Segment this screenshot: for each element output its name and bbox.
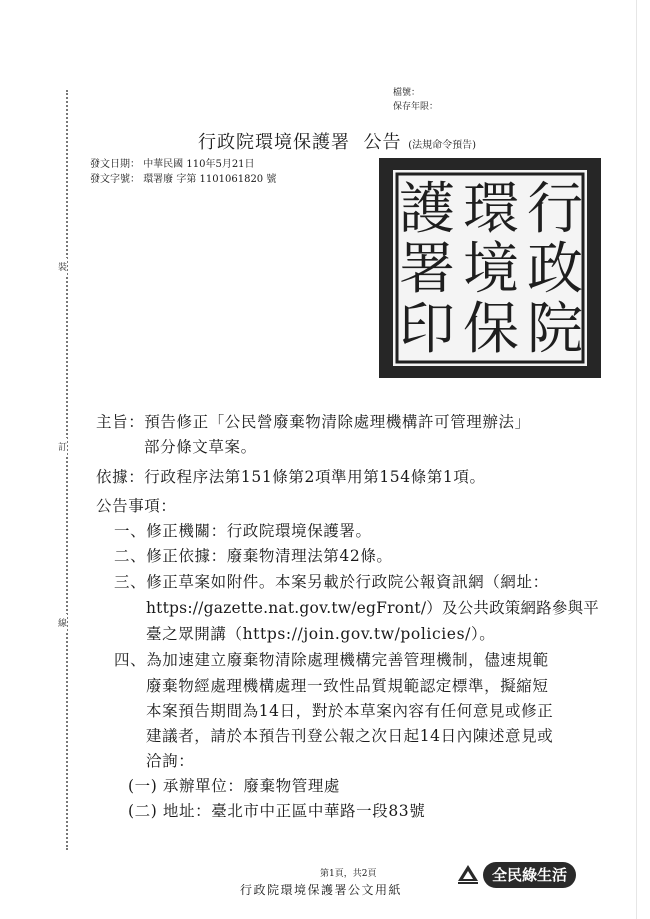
notice-item-4-line-5: 洽詢： [146,752,195,770]
notice-heading: 公告事項： [96,497,177,515]
page-edge-divider [636,0,637,919]
notice-item-4-line-4: 建議者，請於本預告刊登公報之次日起14日內陳述意見或 [146,727,554,745]
svg-text:行: 行 [527,177,583,242]
contact-unit: (一) 承辦單位：廢棄物管理處 [128,777,341,795]
svg-text:環: 環 [463,177,519,242]
basis-line: 依據：行政程序法第151條第2項準用第154條第1項。 [96,468,486,486]
notice-item-4-line-2: 廢棄物經處理機構處理一致性品質規範認定標準，擬縮短 [146,677,549,695]
notice-item-4-line-1: 四、為加速建立廢棄物清除處理機構完善管理機制，儘速規範 [114,651,549,669]
binding-mark-xian: 線 [58,614,67,631]
file-number-label: 檔號： [393,88,421,98]
svg-text:護: 護 [399,177,455,242]
notice-item-3-line-1: 三、修正草案如附件。本案另載於行政院公報資訊網（網址： [114,573,549,591]
svg-text:境: 境 [463,237,519,302]
contact-address: (二) 地址：臺北市中正區中華路一段83號 [128,802,426,820]
notice-item-3-line-2: https://gazette.nat.gov.tw/egFront/）及公共政策網路參與平 [146,599,599,617]
issue-date-label: 發文日期： [90,159,140,170]
notice-item-1: 一、修正機關：行政院環境保護署。 [114,522,372,540]
seal-graphic [379,158,601,378]
archive-fields [393,86,438,114]
notice-item-3-line-3: 臺之眾開講（https://join.gov.tw/policies/）。 [146,625,496,643]
retention-label: 保存年限： [393,102,439,112]
binding-line [66,90,68,850]
official-seal [379,158,601,378]
issue-date-row [90,155,255,170]
document-title [198,128,476,154]
subject-line-1: 主旨：預告修正「公民營廢棄物清除處理機構許可管理辦法」 [96,413,531,431]
svg-text:署: 署 [399,237,455,302]
issue-number-label: 發文字號： [90,174,140,185]
notice-item-2: 二、修正依據：廢棄物清理法第42條。 [114,547,393,565]
document-subtitle: (法規命令預告) [408,140,476,151]
svg-text:保: 保 [463,297,519,362]
binding-mark-ding: 訂 [58,438,67,455]
svg-text:印: 印 [399,297,455,362]
leaf-hands-icon [456,863,480,885]
page-number: 第1頁，共2頁 [320,869,377,879]
subject-line-2: 部分條文草案。 [144,438,257,456]
binding-mark-zhuang: 裝 [58,258,67,275]
issue-date-value: 中華民國 110年5月21日 [143,159,255,170]
official-paper-label: 行政院環境保護署公文用紙 [240,883,403,897]
issue-number-value: 環署廢 字第 1101061820 號 [143,174,277,185]
agency-name: 行政院環境保護署 [198,132,350,153]
svg-text:政: 政 [527,237,583,302]
document-type: 公告 [363,132,402,153]
issue-number-row [90,170,276,185]
green-living-logo: 全民綠生活 [483,862,576,888]
svg-text:院: 院 [527,297,583,362]
notice-item-4-line-3: 本案預告期間為14日，對於本草案內容有任何意見或修正 [146,702,554,720]
